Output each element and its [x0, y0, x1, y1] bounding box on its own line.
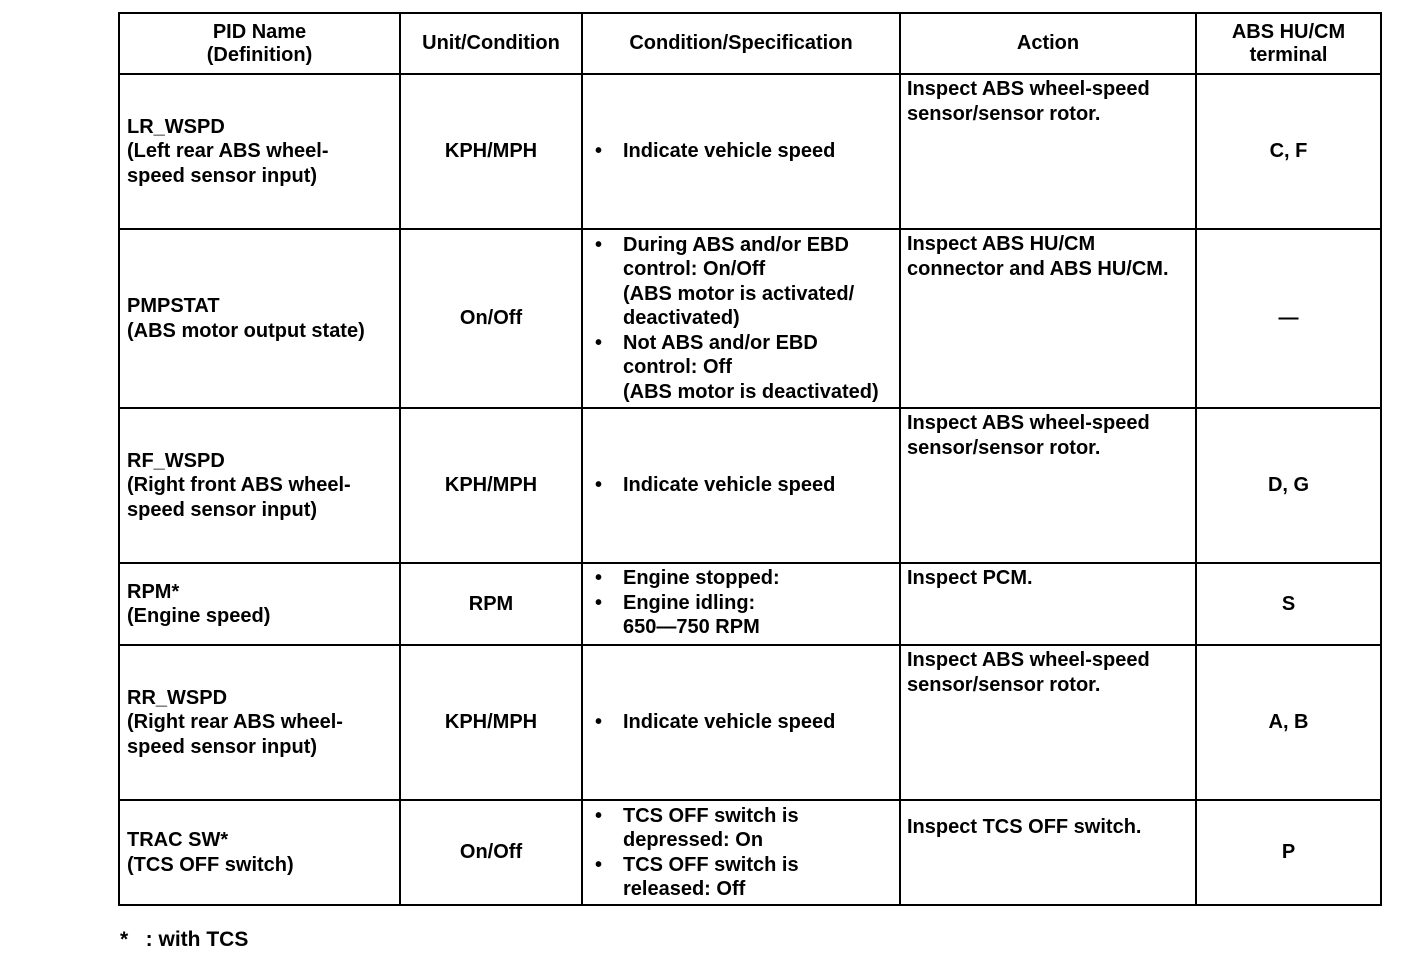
condition-bullet: • Engine stopped:: [593, 566, 895, 591]
col-header-terminal: ABS HU/CM terminal: [1196, 13, 1381, 74]
unit-cell: On/Off: [400, 229, 582, 408]
action-cell: Inspect PCM.: [900, 563, 1196, 645]
terminal-cell: —: [1196, 229, 1381, 408]
action-cell: Inspect ABS wheel-speed sensor/sensor rotor.: [900, 74, 1196, 229]
col-header-action: Action: [900, 13, 1196, 74]
action-cell: Inspect ABS wheel-speed sensor/sensor rotor.: [900, 645, 1196, 800]
unit-cell: KPH/MPH: [400, 645, 582, 800]
table-row: [119, 229, 1381, 408]
condition-cell: [582, 408, 900, 563]
condition-cell: [582, 229, 900, 408]
pid-table: [118, 12, 1382, 906]
condition-bullet: • Indicate vehicle speed: [593, 473, 895, 498]
unit-cell: KPH/MPH: [400, 74, 582, 229]
col-header-unit: Unit/Condition: [400, 13, 582, 74]
pid-name-cell: LR_WSPD (Left rear ABS wheel- speed sensor input): [119, 74, 400, 229]
condition-bullet: • Indicate vehicle speed: [593, 710, 895, 735]
terminal-cell: C, F: [1196, 74, 1381, 229]
pid-name-cell: RPM* (Engine speed): [119, 563, 400, 645]
unit-cell: RPM: [400, 563, 582, 645]
table-row: [119, 800, 1381, 905]
col-header-condition: Condition/Specification: [582, 13, 900, 74]
terminal-cell: P: [1196, 800, 1381, 905]
action-cell: Inspect ABS HU/CM connector and ABS HU/CM.: [900, 229, 1196, 408]
condition-cell: [582, 74, 900, 229]
pid-name-cell: PMPSTAT (ABS motor output state): [119, 229, 400, 408]
action-cell: Inspect ABS wheel-speed sensor/sensor rotor.: [900, 408, 1196, 563]
condition-bullet: • Not ABS and/or EBD control: Off (ABS motor is deactivated): [593, 331, 895, 405]
col-header-pid-name: PID Name (Definition): [119, 13, 400, 74]
condition-cell: [582, 563, 900, 645]
terminal-cell: D, G: [1196, 408, 1381, 563]
unit-cell: KPH/MPH: [400, 408, 582, 563]
table-row: [119, 645, 1381, 800]
pid-name-cell: TRAC SW* (TCS OFF switch): [119, 800, 400, 905]
pid-name-cell: RR_WSPD (Right rear ABS wheel- speed sensor input): [119, 645, 400, 800]
action-cell: Inspect TCS OFF switch.: [900, 800, 1196, 905]
header-row: [119, 13, 1381, 74]
condition-bullet: • Engine idling: 650—750 RPM: [593, 591, 895, 640]
terminal-cell: S: [1196, 563, 1381, 645]
table-row: [119, 563, 1381, 645]
condition-bullet: • Indicate vehicle speed: [593, 139, 895, 164]
unit-cell: On/Off: [400, 800, 582, 905]
table-row: [119, 74, 1381, 229]
condition-bullet: • TCS OFF switch is released: Off: [593, 853, 895, 902]
condition-cell: [582, 645, 900, 800]
condition-bullet: • During ABS and/or EBD control: On/Off (ABS motor is activated/ deactivated): [593, 233, 895, 331]
condition-cell: [582, 800, 900, 905]
condition-bullet: • TCS OFF switch is depressed: On: [593, 804, 895, 853]
footnote: * : with TCS: [120, 928, 249, 951]
terminal-cell: A, B: [1196, 645, 1381, 800]
pid-name-cell: RF_WSPD (Right front ABS wheel- speed sensor input): [119, 408, 400, 563]
table-row: [119, 408, 1381, 563]
